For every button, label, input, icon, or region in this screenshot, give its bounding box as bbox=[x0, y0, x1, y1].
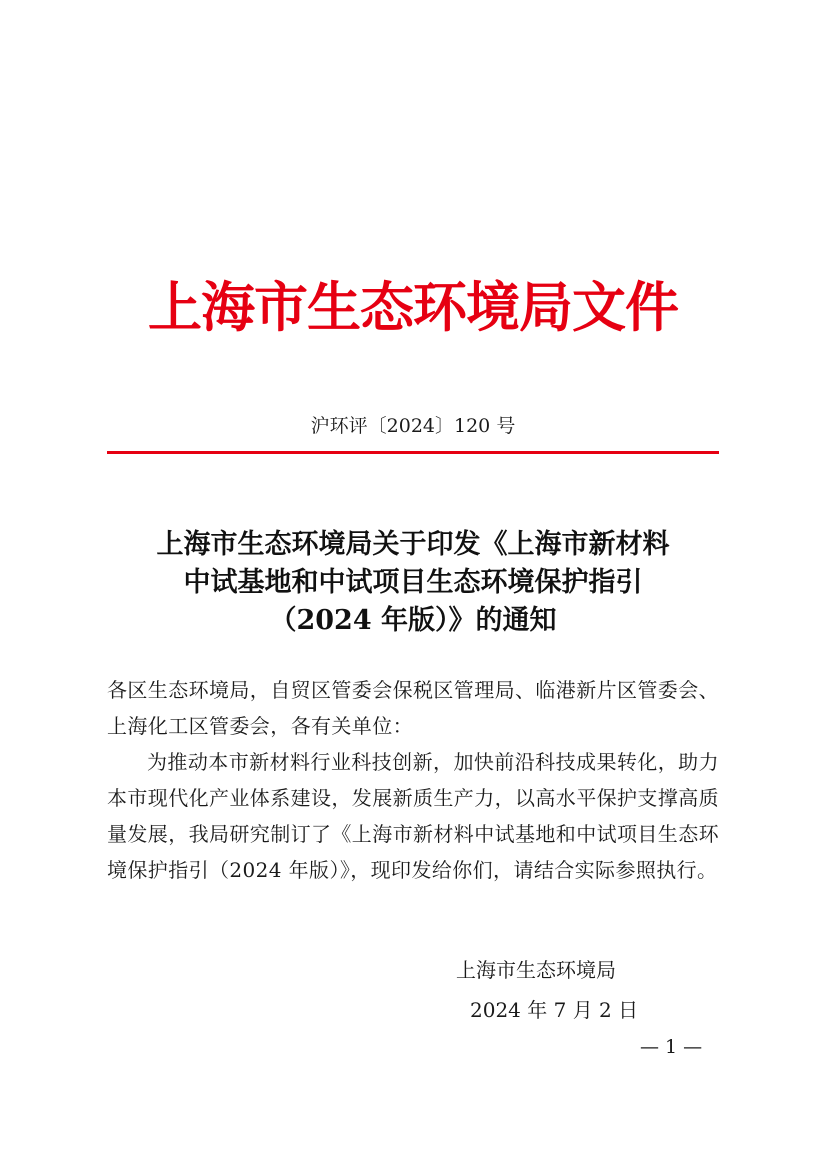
document-number: 沪环评〔2024〕120 号 bbox=[310, 415, 516, 437]
issuing-authority: 上海市生态环境局 bbox=[456, 958, 616, 982]
masthead-title: 上海市生态环境局文件 bbox=[148, 275, 678, 339]
notice-title-line-3: （2024 年版）》的通知 bbox=[269, 605, 557, 636]
notice-title-line-1: 上海市生态环境局关于印发《上海市新材料 bbox=[156, 529, 670, 560]
issue-date: 2024 年 7 月 2 日 bbox=[470, 998, 639, 1022]
notice-title-line-2: 中试基地和中试项目生态环境保护指引 bbox=[183, 567, 643, 598]
notice-body bbox=[107, 672, 719, 888]
red-divider-rule bbox=[107, 451, 719, 454]
notice-title bbox=[100, 526, 726, 640]
addressee-line: 各区生态环境局，自贸区管委会保税区管理局、临港新片区管委会、上海化工区管委会，各有关单位： bbox=[107, 678, 719, 738]
body-paragraph: 为推动本市新材料行业科技创新，加快前沿科技成果转化，助力本市现代化产业体系建设，发展新质生产力，以高水平保护支撑高质量发展，我局研究制订了《上海市新材料中试基地和中试项目生态环境保护指引（2024 年版）》，现印发给你们，请结合实际参照执行。 bbox=[107, 750, 719, 882]
page-number: — 1 — bbox=[640, 1036, 703, 1058]
